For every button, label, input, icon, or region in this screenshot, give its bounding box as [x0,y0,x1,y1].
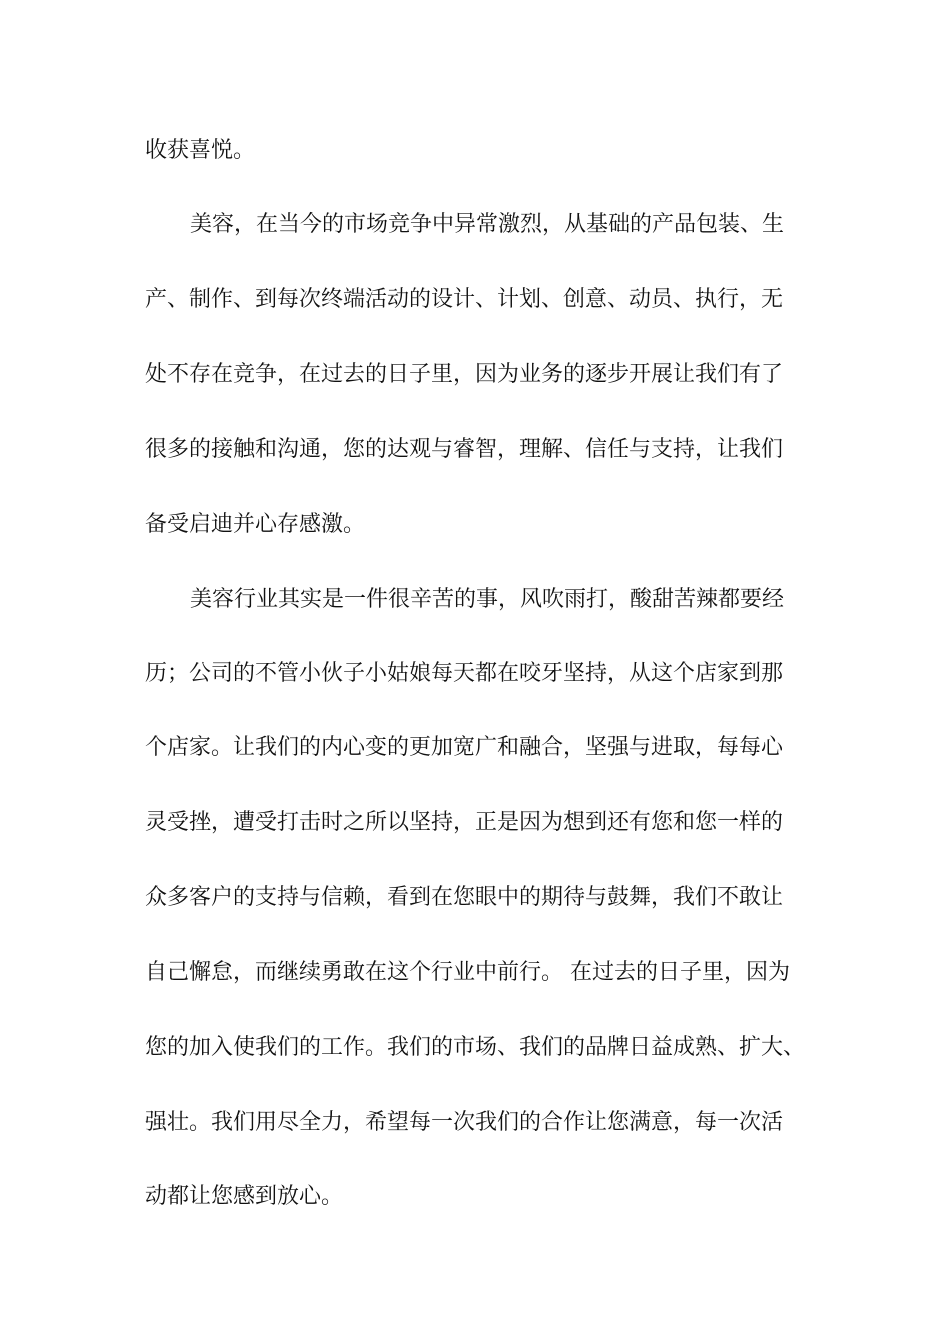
paragraph-line: 备受启迪并心存感激。 [145,512,366,537]
paragraph-line: 收获喜悦。 [145,138,256,163]
paragraph-line: 动都让您感到放心。 [145,1184,344,1209]
paragraph-line: 众多客户的支持与信赖，看到在您眼中的期待与鼓舞，我们不敢让 [145,885,784,910]
paragraph-line: 强壮。我们用尽全力，希望每一次我们的合作让您满意，每一次活 [145,1110,784,1135]
paragraph-line: 自己懈怠，而继续勇敢在这个行业中前行。 在过去的日子里，因为 [145,960,790,985]
paragraph-line: 美容行业其实是一件很辛苦的事，风吹雨打，酸甜苦辣都要经 [190,587,785,612]
paragraph-line: 很多的接触和沟通，您的达观与睿智，理解、信任与支持，让我们 [145,437,784,462]
paragraph-line: 处不存在竞争，在过去的日子里，因为业务的逐步开展让我们有了 [145,362,784,387]
paragraph-line: 产、制作、到每次终端活动的设计、计划、创意、动员、执行，无 [145,287,784,312]
paragraph-line: 历；公司的不管小伙子小姑娘每天都在咬牙坚持，从这个店家到那 [145,661,784,686]
paragraph-line: 您的加入使我们的工作。我们的市场、我们的品牌日益成熟、扩大、 [145,1035,806,1060]
paragraph-line: 个店家。让我们的内心变的更加宽广和融合，坚强与进取，每每心 [145,735,784,760]
paragraph-line: 灵受挫，遭受打击时之所以坚持，正是因为想到还有您和您一样的 [145,810,784,835]
paragraph-line: 美容，在当今的市场竞争中异常激烈，从基础的产品包装、生 [190,212,785,237]
